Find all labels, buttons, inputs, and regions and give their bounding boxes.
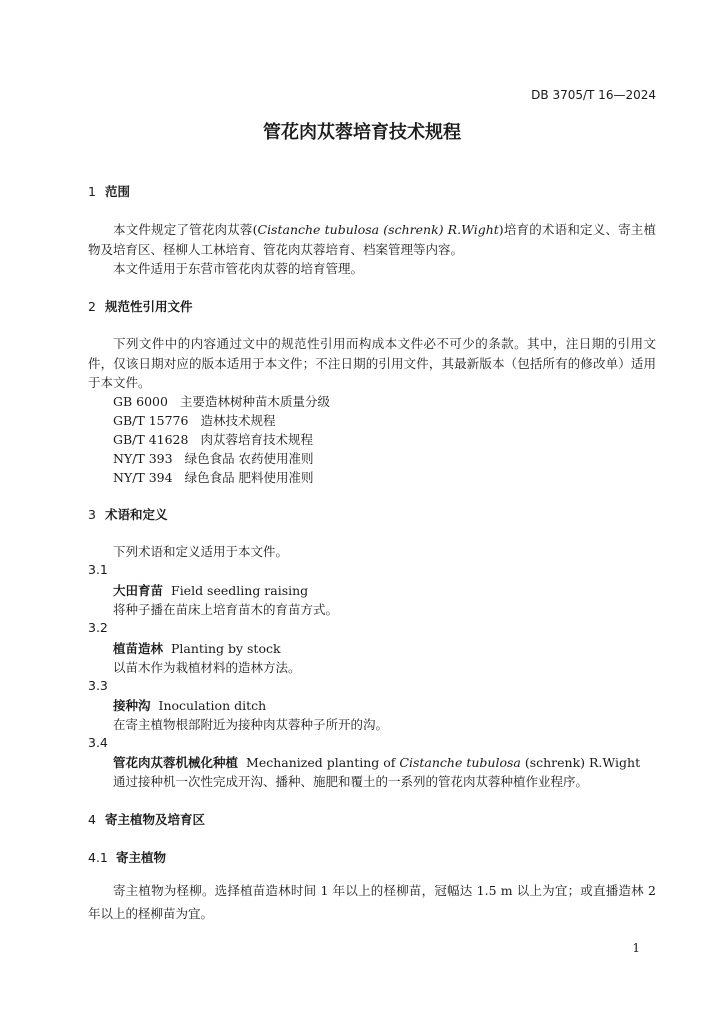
reference-title: 绿色食品 农药使用准则: [184, 451, 314, 466]
section-4-heading: [88, 810, 205, 828]
section-2-paragraph-1: 下列文件中的内容通过文中的规范性引用而构成本文件必不可少的条款。其中，注日期的引用文件，仅该日期对应的版本适用于本文件；不注日期的引用文件，其最新版本（包括所有的修改单）适用于本文件。: [88, 336, 656, 390]
section-3-heading: [88, 505, 168, 523]
term-definition: 以苗木作为栽植材料的造林方法。: [113, 660, 301, 675]
subsection-number: 4.1: [88, 850, 108, 865]
latin-name: Cistanche tubulosa: [399, 755, 521, 770]
section-1-paragraph-2: 本文件适用于东营市管花肉苁蓉的培育管理。: [113, 261, 364, 276]
section-1-paragraph-1: [88, 220, 656, 259]
reference-code: NY/T 393: [113, 451, 173, 466]
document-title: 管花肉苁蓉培育技术规程: [263, 122, 461, 143]
section-2-heading: [88, 297, 193, 315]
term-number: 3.4: [88, 735, 108, 750]
text-run: (schrenk) R.Wight: [520, 755, 641, 770]
reference-title: 绿色食品 肥料使用准则: [184, 470, 314, 485]
reference-code: GB/T 15776: [113, 413, 189, 428]
section-title: 寄主植物及培育区: [105, 812, 206, 827]
term-number: 3.3: [88, 678, 108, 693]
term-number: 3.1: [88, 562, 108, 577]
term-definition: 将种子播在苗床上培育苗木的育苗方式。: [113, 602, 339, 617]
reference-item: [113, 392, 330, 410]
text-run: 本文件规定了管花肉苁蓉(: [113, 222, 258, 237]
reference-item: [113, 411, 275, 429]
reference-code: GB 6000: [113, 394, 168, 409]
term-definition: 通过接种机一次性完成开沟、播种、施肥和覆土的一系列的管花肉苁蓉种植作业程序。: [113, 774, 589, 789]
reference-item: [113, 430, 313, 448]
page-number: 1: [632, 941, 640, 955]
section-title: 术语和定义: [105, 507, 168, 522]
term-zh: 接种沟: [113, 698, 151, 713]
section-number: 1: [88, 184, 96, 199]
reference-title: 肉苁蓉培育技术规程: [200, 432, 313, 447]
text-run: )培育的术语和定义、寄主植物及培育区、柽柳人工林培育、管花肉苁蓉培育、档案管理等内容。: [88, 222, 656, 257]
section-title: 范围: [105, 184, 131, 199]
latin-name: Cistanche tubulosa (schrenk) R.Wight: [257, 222, 499, 237]
standard-number: DB 3705/T 16—2024: [531, 88, 656, 102]
section-3-intro: 下列术语和定义适用于本文件。: [113, 544, 289, 559]
reference-item: [113, 449, 314, 467]
term-en: Planting by stock: [171, 641, 281, 656]
section-title: 规范性引用文件: [105, 299, 193, 314]
section-number: 3: [88, 507, 96, 522]
term-en: [246, 755, 640, 770]
term-heading: [113, 696, 266, 714]
subsection-4-1-paragraph: 寄主植物为柽柳。选择植苗造林时间 1 年以上的柽柳苗，冠幅达 1.5 m 以上为宜；或直播造林 2 年以上的柽柳苗为宜。: [88, 883, 656, 921]
text-run: Mechanized planting of: [246, 755, 400, 770]
reference-code: NY/T 394: [113, 470, 173, 485]
reference-code: GB/T 41628: [113, 432, 189, 447]
term-heading: [113, 581, 308, 599]
term-heading: [113, 639, 281, 657]
term-zh: 植苗造林: [113, 641, 164, 656]
term-en: Field seedling raising: [171, 583, 309, 598]
section-number: 4: [88, 812, 96, 827]
section-number: 2: [88, 299, 96, 314]
term-definition: 在寄主植物根部附近为接种肉苁蓉种子所开的沟。: [113, 717, 389, 732]
term-en: Inoculation ditch: [158, 698, 267, 713]
reference-title: 造林技术规程: [200, 413, 276, 428]
subsection-4-1-heading: [88, 848, 166, 866]
term-number: 3.2: [88, 620, 108, 635]
subsection-title: 寄主植物: [116, 850, 167, 865]
term-zh: 大田育苗: [113, 583, 164, 598]
reference-item: [113, 468, 314, 486]
term-zh: 管花肉苁蓉机械化种植: [113, 755, 239, 770]
term-heading: [113, 753, 640, 771]
section-1-heading: [88, 182, 130, 200]
reference-title: 主要造林树种苗木质量分级: [179, 394, 330, 409]
